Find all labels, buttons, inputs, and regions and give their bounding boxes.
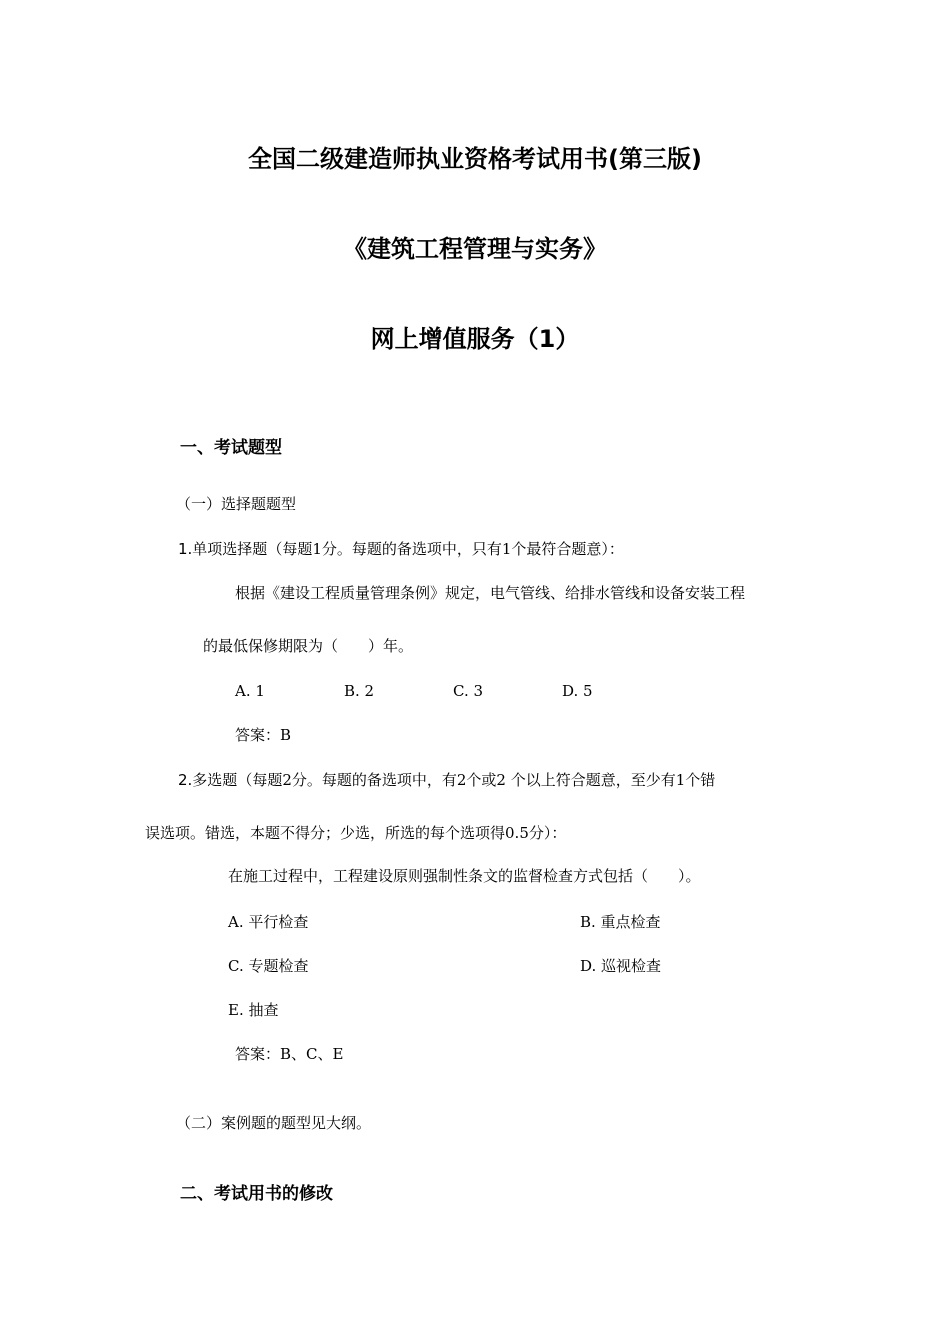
q2-answer: 答案：B、C、E — [235, 1045, 344, 1063]
q1-option-b: B. 2 — [344, 682, 375, 700]
q1-stem-line1: 根据《建设工程质量管理条例》规定，电气管线、给排水管线和设备安装工程 — [235, 584, 746, 602]
document-title-line1: 全国二级建造师执业资格考试用书(第三版) — [248, 145, 702, 173]
q2-desc-line2: 误选项。错选，本题不得分；少选，所选的每个选项得0.5分）： — [145, 824, 567, 842]
q2-stem: 在施工过程中，工程建设原则强制性条文的监督检查方式包括（ ）。 — [228, 867, 701, 885]
q2-intro-line1 — [178, 770, 715, 790]
q2-label: 2.多选题 — [178, 771, 238, 789]
q1-stem-line2: 的最低保修期限为（ ）年。 — [203, 637, 414, 655]
section2-heading: 二、考试用书的修改 — [180, 1184, 333, 1204]
q1-option-c: C. 3 — [453, 682, 484, 700]
q1-desc: （每题1分。每题的备选项中，只有1个最符合题意）： — [267, 540, 624, 558]
q1-answer: 答案：B — [235, 726, 292, 744]
section1-heading: 一、考试题型 — [180, 438, 282, 458]
subsection-choice-types: （一）选择题题型 — [176, 495, 297, 513]
q2-option-a: A. 平行检查 — [228, 913, 309, 931]
q2-option-e: E. 抽查 — [228, 1001, 279, 1019]
document-title-line2: 《建筑工程管理与实务》 — [343, 235, 607, 263]
q1-intro — [178, 539, 624, 559]
q2-desc-line1: （每题2分。每题的备选项中，有2个或2 个以上符合题意，至少有1个错 — [237, 771, 716, 789]
q1-option-d: D. 5 — [562, 682, 593, 700]
subsection-case-types: （二）案例题的题型见大纲。 — [176, 1114, 372, 1132]
q2-option-c: C. 专题检查 — [228, 957, 309, 975]
document-title-line3: 网上增值服务（1） — [370, 325, 580, 353]
q2-option-b: B. 重点检查 — [580, 913, 661, 931]
q2-option-d: D. 巡视检查 — [580, 957, 662, 975]
q1-label: 1.单项选择题 — [178, 540, 268, 558]
q1-option-a: A. 1 — [235, 682, 265, 700]
